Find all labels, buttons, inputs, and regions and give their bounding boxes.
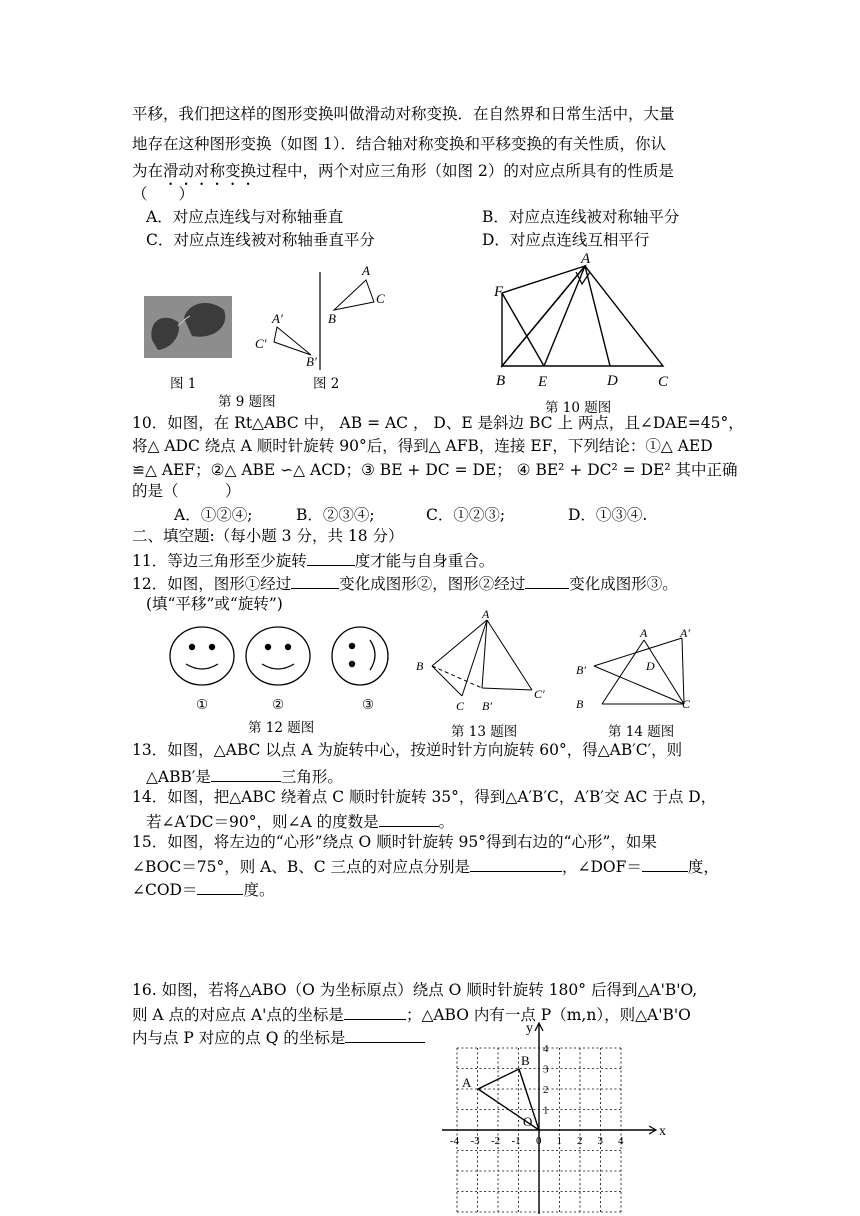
q12-answer-blank-1[interactable] (291, 572, 339, 589)
q15-text-e: 度。 (243, 881, 275, 899)
q13-line1: 13．如图，△ABC 以点 A 为旋转中心，按逆时针方向旋转 60°，得△AB′C′，则 (132, 741, 683, 759)
point-a-label: A (462, 1075, 472, 1090)
y-tick-label: 3 (543, 1063, 549, 1076)
point-o-label: O (523, 1114, 533, 1129)
q10-caption: 第 10 题图 (545, 400, 612, 416)
q11-text-b: 度才能与自身重合。 (354, 552, 495, 570)
q14-diagram (572, 626, 712, 716)
q10-label-a: A (581, 251, 591, 267)
q12-label-2: ② (272, 697, 285, 713)
q10-option-b[interactable]: B．②③④; (296, 506, 375, 524)
q13-label-c-prime: C′ (534, 687, 545, 701)
q9-line3-a: 为在 (132, 162, 164, 180)
x-tick-label: -2 (491, 1135, 501, 1147)
q12-line2: (填“平移”或“旋转”) (146, 595, 283, 613)
q14-line1: 14．如图，把△ABC 绕着点 C 顺时针旋转 35°，得到△A′B′C，A′B′交 AC 于点 D， (132, 788, 717, 806)
q10-line2: 将△ ADC 绕点 A 顺时针旋转 90°后，得到△ AFB，连接 EF，下列结论：①△ AED (132, 437, 713, 455)
q9-caption: 第 9 题图 (218, 394, 276, 410)
q14-answer-blank[interactable] (379, 810, 439, 827)
q14-label-d: D (646, 659, 655, 673)
q9-line1: 平移，我们把这样的图形变换叫做滑动对称变换．在自然界和日常生活中，大量 (132, 105, 675, 123)
q10-line4: 的是（ ） (132, 482, 241, 500)
q15-line2 (132, 855, 719, 877)
q14-label-b-prime: B′ (576, 663, 586, 677)
q16-answer-blank-2[interactable] (345, 1026, 425, 1043)
q13-caption: 第 13 题图 (451, 724, 518, 740)
q15-text-a: ∠BOC＝75°，则 A、B、C 三点的对应点分别是 (132, 858, 471, 876)
q12-label-3: ③ (362, 697, 375, 713)
q14-line2 (146, 810, 454, 832)
q10-label-e: E (538, 374, 548, 390)
fig2-label-b-prime: B′ (306, 354, 317, 369)
q15-text-c: 度， (687, 858, 719, 876)
q12-text-a: 12．如图，图形①经过 (132, 575, 292, 593)
q13-line2 (146, 765, 343, 787)
q16-line3 (132, 1026, 425, 1048)
q12-text-c: 变化成图形③。 (569, 575, 678, 593)
q10-option-d[interactable]: D．①③④. (568, 506, 648, 524)
q9-fig1-leaf-photo (144, 296, 232, 358)
q14-label-a-prime: A′ (680, 626, 690, 640)
q10-label-c: C (658, 374, 669, 390)
x-tick-label: -1 (511, 1135, 521, 1147)
q9-option-b[interactable]: B．对应点连线被对称轴平分 (482, 208, 680, 226)
fig2-label-c-prime: C′ (255, 336, 267, 351)
q9-fig1-caption: 图 1 (170, 376, 197, 392)
y-tick-label: 1 (543, 1104, 549, 1117)
q13-label-a: A (482, 607, 490, 621)
x-tick-label: 2 (577, 1135, 583, 1147)
q10-diagram (490, 250, 690, 390)
q10-option-a[interactable]: A．①②④; (174, 506, 253, 524)
q15-line1: 15．如图，将左边的“心形”绕点 O 顺时针旋转 95°得到右边的“心形”，如果 (132, 833, 657, 851)
q13-answer-blank[interactable] (211, 765, 281, 782)
q10-label-d: D (607, 373, 618, 389)
q16-line1: 16. 如图，若将△ABO（O 为坐标原点）绕点 O 顺时针旋转 180° 后得到△A'B'O, (132, 981, 698, 999)
x-tick-label: 0 (536, 1135, 542, 1147)
q9-option-c[interactable]: C．对应点连线被对称轴垂直平分 (146, 231, 375, 249)
q13-label-c: C (456, 699, 465, 713)
q12-text-b: 变化成图形②，图形②经过 (339, 575, 526, 593)
q9-fig2-diagram (250, 262, 390, 372)
q16-text-a: 则 A 点的对应点 A'点的坐标是 (132, 1006, 344, 1024)
q10-line3: ≌△ AEF；②△ ABE ∽△ ACD；③ BE + DC = DE； ④ BE² + DC² = DE² 其中正确 (132, 461, 738, 479)
q10-label-f: F (494, 284, 504, 300)
x-tick-label: -3 (470, 1135, 480, 1147)
q9-paren: （ ） (132, 185, 195, 203)
q14-caption: 第 14 题图 (608, 724, 675, 740)
q14-label-c: C (682, 697, 691, 711)
q15-answer-blank-2[interactable] (642, 855, 688, 872)
q11-line (132, 549, 494, 571)
q16-coordinate-grid (430, 1016, 670, 1216)
face-2-icon (246, 627, 310, 685)
x-tick-label: -4 (450, 1135, 460, 1147)
face-3-icon (332, 627, 388, 685)
q15-line3 (132, 878, 275, 900)
y-axis-label: y (526, 1021, 533, 1036)
x-axis-label: x (659, 1124, 666, 1139)
q14-label-a: A (640, 626, 648, 640)
q11-text-a: 11．等边三角形至少旋转 (132, 552, 307, 570)
q13-label-b: B (416, 659, 424, 673)
q12-caption: 第 12 题图 (248, 720, 315, 736)
fig2-label-a: A (362, 263, 370, 278)
q16-text-b: ；△ABO 内有一点 P（m,n），则△A'B'O (405, 1006, 691, 1024)
x-tick-label: 4 (618, 1135, 624, 1147)
q10-line1: 10．如图，在 Rt△ABC 中， AB = AC ， D、E 是斜边 BC 上 两点，且∠DAE=45°， (132, 414, 744, 432)
q13-label-b-prime: B′ (482, 699, 492, 713)
x-tick-label: 1 (556, 1135, 562, 1147)
q10-option-c[interactable]: C．①②③; (426, 506, 506, 524)
q13-diagram (412, 606, 562, 716)
q16-text-c: 内与点 P 对应的点 Q 的坐标是 (132, 1029, 346, 1047)
q15-answer-blank-3[interactable] (197, 878, 243, 895)
section-2-heading: 二、填空题:（每小题 3 分，共 18 分） (132, 527, 404, 545)
q14-text-a: 若∠A′DC＝90°，则∠A 的度数是 (146, 813, 379, 831)
fig2-label-a-prime: A′ (272, 311, 283, 326)
q13-text-b: 三角形。 (280, 768, 343, 786)
q12-line1 (132, 572, 678, 594)
q9-line3-b: 过程中，两个对应三角形（如图 2）的对应点所具有的性质是 (256, 162, 674, 180)
x-tick-label: 3 (597, 1135, 603, 1147)
q15-answer-blank-1[interactable] (470, 855, 562, 872)
q9-emphasis-text: 滑动对称变换 (163, 162, 257, 180)
y-tick-label: 2 (543, 1084, 549, 1096)
fig2-label-b: B (328, 311, 336, 326)
q14-text-b: 。 (438, 813, 455, 831)
q15-text-d: ∠COD＝ (132, 881, 198, 899)
q13-text-a: △ABB′是 (146, 768, 211, 786)
q14-label-b: B (576, 697, 584, 711)
q12-answer-blank-2[interactable] (525, 572, 569, 589)
q10-label-b: B (496, 373, 506, 389)
q9-option-a[interactable]: A．对应点连线与对称轴垂直 (146, 208, 344, 226)
q9-line2: 地存在这种图形变换（如图 1）．结合轴对称变换和平移变换的有关性质，你认 (132, 135, 667, 153)
q15-text-b: ，∠DOF＝ (562, 858, 642, 876)
q9-fig2-caption: 图 2 (313, 376, 340, 392)
q9-line3 (132, 161, 674, 189)
y-tick-label: 4 (543, 1043, 549, 1055)
q16-answer-blank-1[interactable] (344, 1003, 406, 1020)
point-b-label: B (521, 1053, 530, 1068)
q12-label-1: ① (196, 697, 209, 713)
q11-answer-blank[interactable] (307, 549, 355, 566)
q12-faces-diagram (164, 624, 404, 696)
q9-option-d[interactable]: D．对应点连线互相平行 (482, 231, 650, 249)
face-1-icon (170, 627, 234, 685)
fig2-label-c: C (376, 291, 385, 306)
